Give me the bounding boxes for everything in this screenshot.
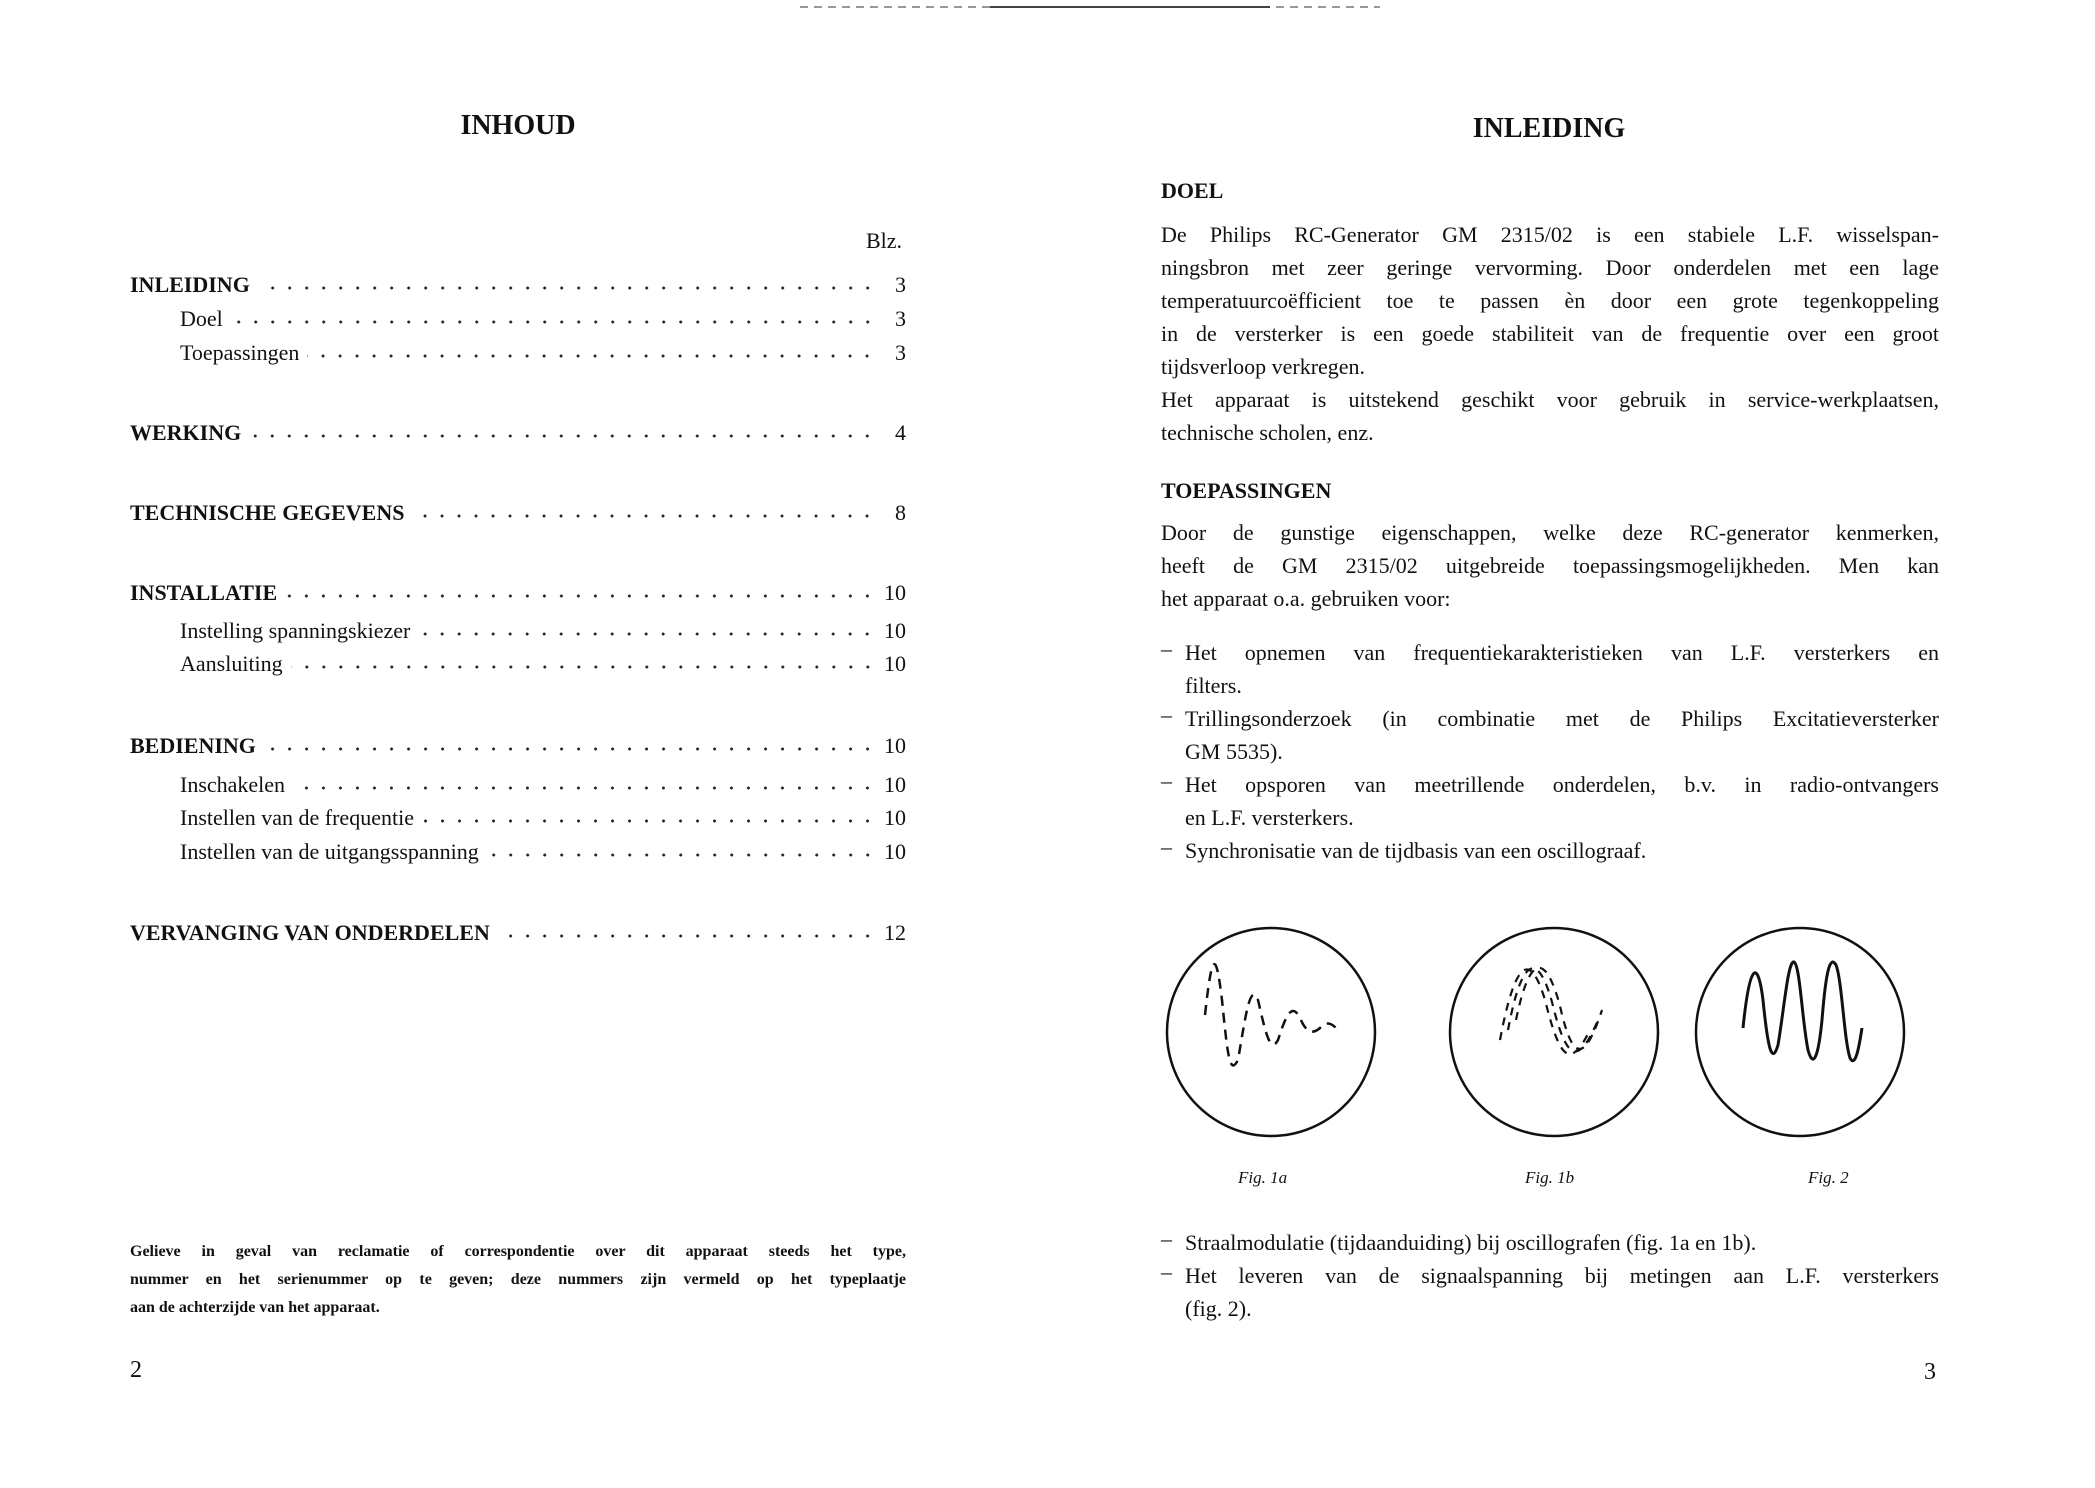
toepassingen-heading: TOEPASSINGEN	[1161, 478, 1332, 503]
dot-leader	[487, 852, 876, 858]
toc-entry	[180, 647, 906, 677]
toc-entry-label: INSTALLATIE	[130, 580, 278, 605]
toc-entry-page: 3	[895, 340, 906, 365]
paragraph-line: Het apparaat is uitstekend geschikt voor gebruik in service-werkplaatsen,	[1161, 387, 1939, 412]
dash-bullet: –	[1161, 702, 1172, 727]
toc-entry	[130, 729, 906, 759]
doel-heading: DOEL	[1161, 178, 1224, 203]
dash-bullet: –	[1161, 1259, 1172, 1284]
toc-entry-page: 10	[884, 839, 906, 864]
list-item-line: GM 5535).	[1185, 739, 1283, 764]
toc-entry-page: 10	[884, 618, 906, 643]
dot-leader	[249, 433, 876, 439]
figure-caption: Fig. 1b	[1525, 1168, 1575, 1187]
toc-entry	[130, 416, 906, 446]
toc-entry-page: 10	[884, 651, 906, 676]
toc-entry-label: Instellen van de frequentie	[180, 805, 414, 830]
paragraph-line: temperatuurcoëfficient toe te passen èn door een grote tegenkoppeling	[1161, 288, 1939, 313]
doel-section	[1161, 178, 1939, 449]
list-item	[1161, 1259, 1939, 1325]
toc-entry-page: 10	[884, 733, 906, 758]
toc-entry	[180, 302, 906, 332]
toc-entry	[180, 801, 906, 831]
paragraph-line: tijdsverloop verkregen.	[1161, 354, 1366, 379]
toc-entry-label: Inschakelen	[180, 772, 286, 797]
toc-entry	[130, 496, 906, 526]
footnote-line: nummer en het serienummer op te geven; deze nummers zijn vermeld op het typeplaatje	[130, 1271, 906, 1288]
toc-entry	[130, 916, 906, 946]
list-item-line: Trillingsonderzoek (in combinatie met de Philips Excitatieversterker	[1185, 706, 1939, 731]
damped-dashed-wave-icon	[1167, 928, 1375, 1136]
toc-entry-label: Doel	[180, 306, 223, 331]
toc-entry-label: Aansluiting	[180, 651, 283, 676]
footnote	[130, 1238, 906, 1322]
toc-entry-label: TECHNISCHE GEGEVENS	[130, 500, 405, 525]
paragraph-line: technische scholen, enz.	[1161, 420, 1374, 445]
list-item-line: Synchronisatie van de tijdbasis van een oscillograaf.	[1185, 838, 1647, 863]
dash-bullet: –	[1161, 834, 1172, 859]
section-title: INLEIDING	[1472, 113, 1626, 144]
dot-leader	[293, 785, 876, 791]
toc-entry	[180, 768, 906, 798]
dot-leader	[231, 319, 876, 325]
paragraph-line: Door de gunstige eigenschappen, welke deze RC-generator kenmerken,	[1161, 520, 1939, 545]
toc-entry	[180, 336, 906, 366]
dot-leader	[307, 353, 876, 359]
list-item-line: Het leveren van de signaalspanning bij metingen aan L.F. versterkers	[1185, 1263, 1939, 1288]
toc-entry-label: Instelling spanningskiezer	[180, 618, 411, 643]
footnote-line: Gelieve in geval van reclamatie of correspondentie over dit apparaat steeds het type,	[130, 1243, 906, 1260]
figures	[1150, 910, 1950, 1160]
toc-entry-page: 4	[895, 420, 906, 445]
toc-entry-label: VERVANGING VAN ONDERDELEN	[130, 920, 490, 945]
page-number-left: 2	[130, 1357, 142, 1383]
list-item	[1161, 834, 1939, 867]
paragraph-line: heeft de GM 2315/02 uitgebreide toepassingsmogelijkheden. Men kan	[1161, 553, 1939, 578]
dot-leader	[264, 746, 876, 752]
toc-entry-page: 12	[884, 920, 906, 945]
dot-leader	[285, 593, 876, 599]
list-item-line: Het opsporen van meetrillende onderdelen, b.v. in radio-ontvangers	[1185, 772, 1939, 797]
list-item	[1161, 702, 1939, 768]
sine-wave-icon	[1696, 928, 1904, 1136]
list-item	[1161, 768, 1939, 834]
scan-artifact-line	[990, 6, 1270, 8]
list-item-line: (fig. 2).	[1185, 1296, 1252, 1321]
dash-bullet: –	[1161, 768, 1172, 793]
toc-entry	[130, 268, 906, 298]
list-item-line: Straalmodulatie (tijdaanduiding) bij oscillografen (fig. 1a en 1b).	[1185, 1230, 1757, 1255]
toc-entry-page: 3	[895, 306, 906, 331]
toc-entry-page: 10	[884, 772, 906, 797]
paragraph-line: het apparaat o.a. gebruiken voor:	[1161, 586, 1451, 611]
toc-entry-page: 10	[884, 580, 906, 605]
toc-entry-label: Instellen van de uitgangsspanning	[180, 839, 479, 864]
dot-leader	[498, 933, 876, 939]
figure-caption: Fig. 1a	[1238, 1168, 1288, 1187]
toc-entry	[180, 614, 906, 644]
dash-bullet: –	[1161, 636, 1172, 661]
list-item	[1161, 636, 1939, 702]
footnote-line: aan de achterzijde van het apparaat.	[130, 1299, 380, 1316]
page-number-right: 3	[1924, 1359, 1936, 1385]
paragraph-line: ningsbron met zeer geringe vervorming. Door onderdelen met een lage	[1161, 255, 1939, 280]
toc-entry-label: INLEIDING	[130, 272, 250, 297]
toc-entry-page: 3	[895, 272, 906, 297]
list-item	[1161, 1226, 1939, 1259]
toc-entry-page: 8	[895, 500, 906, 525]
paragraph-line: De Philips RC-Generator GM 2315/02 is een stabiele L.F. wisselspan-	[1161, 222, 1939, 247]
list-item-line: en L.F. versterkers.	[1185, 805, 1354, 830]
toepassingen-section	[1161, 478, 1939, 615]
dash-bullet: –	[1161, 1226, 1172, 1251]
dot-leader	[258, 285, 876, 291]
list-item-line: Het opnemen van frequentiekarakteristieken van L.F. versterkers en	[1185, 640, 1939, 665]
toc-entry	[180, 835, 906, 865]
dot-leader	[412, 513, 876, 519]
toc-entry-page: 10	[884, 805, 906, 830]
list-item-line: filters.	[1185, 673, 1242, 698]
blz-label: Blz.	[866, 228, 903, 253]
dashed-sine-wave-icon	[1450, 928, 1658, 1136]
dot-leader	[418, 631, 876, 637]
toc-entry-label: BEDIENING	[130, 733, 256, 758]
toc-entry	[130, 576, 906, 606]
toc-title: INHOUD	[460, 110, 576, 141]
dot-leader	[291, 664, 876, 670]
paragraph-line: in de versterker is een goede stabiliteit van de frequentie over een groot	[1161, 321, 1939, 346]
figure-caption: Fig. 2	[1808, 1168, 1849, 1187]
toc-entry-label: Toepassingen	[180, 340, 300, 365]
toc-entry-label: WERKING	[130, 420, 242, 445]
dot-leader	[422, 818, 876, 824]
